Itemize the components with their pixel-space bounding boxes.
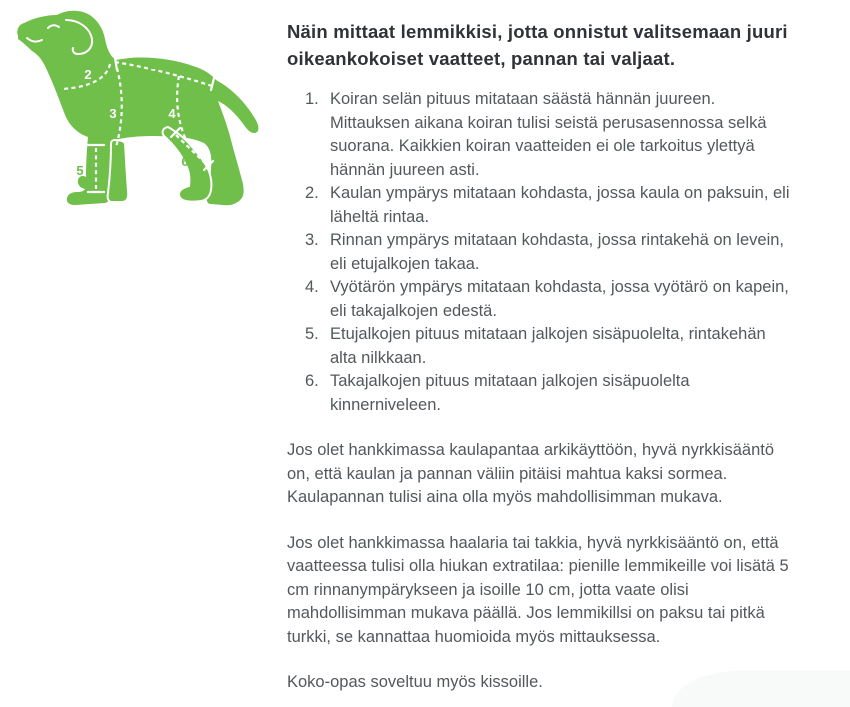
list-item <box>287 370 850 417</box>
page-title: Näin mittaat lemmikkisi, jotta onnistut valitsemaan juuri oikeankokoiset vaatteet, pannan tai valjaat. <box>287 21 788 69</box>
dog-body-shape <box>17 11 258 206</box>
list-item-number: 5. <box>305 325 319 343</box>
measuring-guide-content <box>287 11 850 695</box>
measure-label-2: 2 <box>84 67 92 82</box>
measure-label-6: 6 <box>181 154 189 169</box>
dog-far-front-leg-shape <box>108 140 129 202</box>
list-item <box>287 323 850 370</box>
list-item-number: 3. <box>305 231 319 249</box>
measure-label-1: 1 <box>150 57 158 72</box>
list-item-number: 1. <box>305 90 319 108</box>
list-item <box>287 276 850 323</box>
list-item-text: Vyötärön ympärys mitataan kohdasta, jossa vyötärö on kapein, eli takajalkojen edestä. <box>330 278 789 320</box>
list-item-text: Takajalkojen pituus mitataan jalkojen sisäpuolelta kinnerniveleen. <box>330 372 690 414</box>
paragraph-cats-note: Koko-opas soveltuu myös kissoille. <box>287 673 543 691</box>
paragraph-collar-tip: Jos olet hankkimassa kaulapantaa arkikäyttöön, hyvä nyrkkisääntö on, että kaulan ja pannan väliin pitäisi mahtua kaksi sormea. Kaulapannan tulisi aina olla myös mahdollisimman mukava. <box>287 441 775 506</box>
dog-illustration <box>15 8 265 216</box>
measure-label-4: 4 <box>168 106 176 121</box>
paragraph-clothing-tip: Jos olet hankkimassa haalaria tai takkia, hyvä nyrkkisääntö on, että vaatteessa tulisi olla hiukan extratilaa: pienille lemmikeille voi lisätä 5 cm rinnanympärykseen ja isoille 10 cm, jotta vaate olisi mahdollisimman mukava päällä. Jos lemmikillsi on paksu tai pitkä turkki, se kannattaa huomioida myös mittauksessa. <box>287 533 789 646</box>
list-item <box>287 88 850 182</box>
list-item-text: Kaulan ympärys mitataan kohdasta, jossa kaula on paksuin, eli läheltä rintaa. <box>330 184 790 226</box>
dog-measurement-figure <box>15 8 265 216</box>
list-item-text: Etujalkojen pituus mitataan jalkojen sisäpuolelta, rintakehän alta nilkkaan. <box>330 325 766 367</box>
list-item-text: Rinnan ympärys mitataan kohdasta, jossa rintakehä on levein, eli etujalkojen takaa. <box>330 231 784 273</box>
measure-label-5: 5 <box>76 163 84 178</box>
list-item-number: 2. <box>305 184 319 202</box>
list-item-number: 4. <box>305 278 319 296</box>
list-item-number: 6. <box>305 372 319 390</box>
list-item <box>287 229 850 276</box>
measure-label-3: 3 <box>109 106 117 121</box>
list-item-text: Koiran selän pituus mitataan säästä hännän juureen. Mittauksen aikana koiran tulisi seistä perusasennossa selkä suorana. Kaikkien koiran vaatteiden ei ole tarkoitus ylettyä hännän juureen asti. <box>330 90 767 179</box>
measurement-instruction-list <box>287 88 850 417</box>
list-item <box>287 182 850 229</box>
